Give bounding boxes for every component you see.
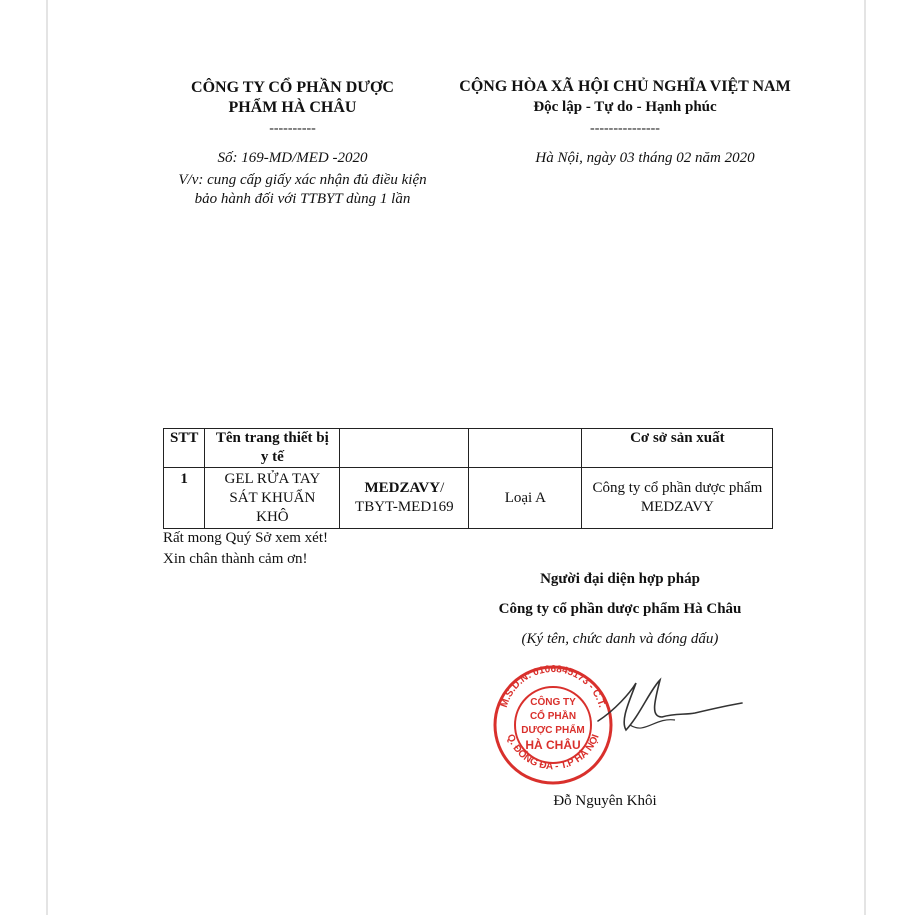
signer-name: Đỗ Nguyên Khôi (553, 793, 657, 809)
cell-device-name: GEL RỬA TAY SÁT KHUẨN KHÔ (205, 468, 340, 529)
cell-manufacturer: Công ty cổ phần dược phẩm MEDZAVY (582, 468, 773, 529)
document-number: Số: 169-MD/MED -2020 (217, 150, 368, 166)
cell-stt: 1 (164, 468, 205, 529)
place-date: Hà Nội, ngày 03 tháng 02 năm 2020 (535, 150, 755, 166)
table-header-row (164, 429, 773, 468)
header-stt: STT (164, 429, 205, 468)
cell-class: Loại A (469, 468, 582, 529)
device-table (163, 428, 773, 529)
stamp-line-1: CÔNG TY (530, 697, 576, 708)
nation-motto: Độc lập - Tự do - Hạnh phúc (533, 99, 717, 115)
stamp-seal (495, 664, 611, 783)
table-row (164, 468, 773, 529)
stamp-line-4: HÀ CHÂU (525, 738, 581, 752)
document-subject: V/v: cung cấp giấy xác nhận đủ điều kiện bảo hành đối với TTBYT dùng 1 lần (178, 172, 427, 207)
representative-company: Công ty cổ phần dược phẩm Hà Châu (498, 601, 742, 617)
brand-code: / TBYT-MED169 (355, 480, 454, 515)
header-device-name: Tên trang thiết bị y tế (205, 429, 340, 468)
header-empty-1 (340, 429, 469, 468)
company-stamp (480, 655, 760, 785)
company-divider: ---------- (269, 121, 316, 136)
signature-scribble (598, 680, 742, 730)
stamp-line-2: CỔ PHẦN (529, 711, 577, 722)
signature-note: (Ký tên, chức danh và đóng dấu) (521, 631, 719, 647)
header-manufacturer: Cơ sở sản xuất (582, 429, 773, 468)
cell-brand (340, 468, 469, 529)
closing-line-2: Xin chân thành cảm ơn! (163, 551, 308, 567)
closing-line-1: Rất mong Quý Sở xem xét! (163, 530, 328, 546)
nation-divider: --------------- (590, 121, 660, 136)
stamp-ring-top: M.S.D.N: 0106845173 - C.T. (498, 663, 608, 709)
brand-name: MEDZAVY (364, 480, 441, 496)
header-empty-2 (469, 429, 582, 468)
representative-title: Người đại diện hợp pháp (540, 571, 700, 587)
stamp-line-3: DƯỢC PHẨM (521, 725, 585, 736)
signature-stroke (630, 720, 675, 728)
stamp-ring-bottom: Q. ĐỐNG ĐA - T.P HÀ NỘI (504, 732, 602, 773)
nation-title: CỘNG HÒA XÃ HỘI CHỦ NGHĨA VIỆT NAM (459, 78, 791, 95)
company-name: CÔNG TY CỔ PHẦN DƯỢC PHẨM HÀ CHÂU (191, 79, 394, 116)
